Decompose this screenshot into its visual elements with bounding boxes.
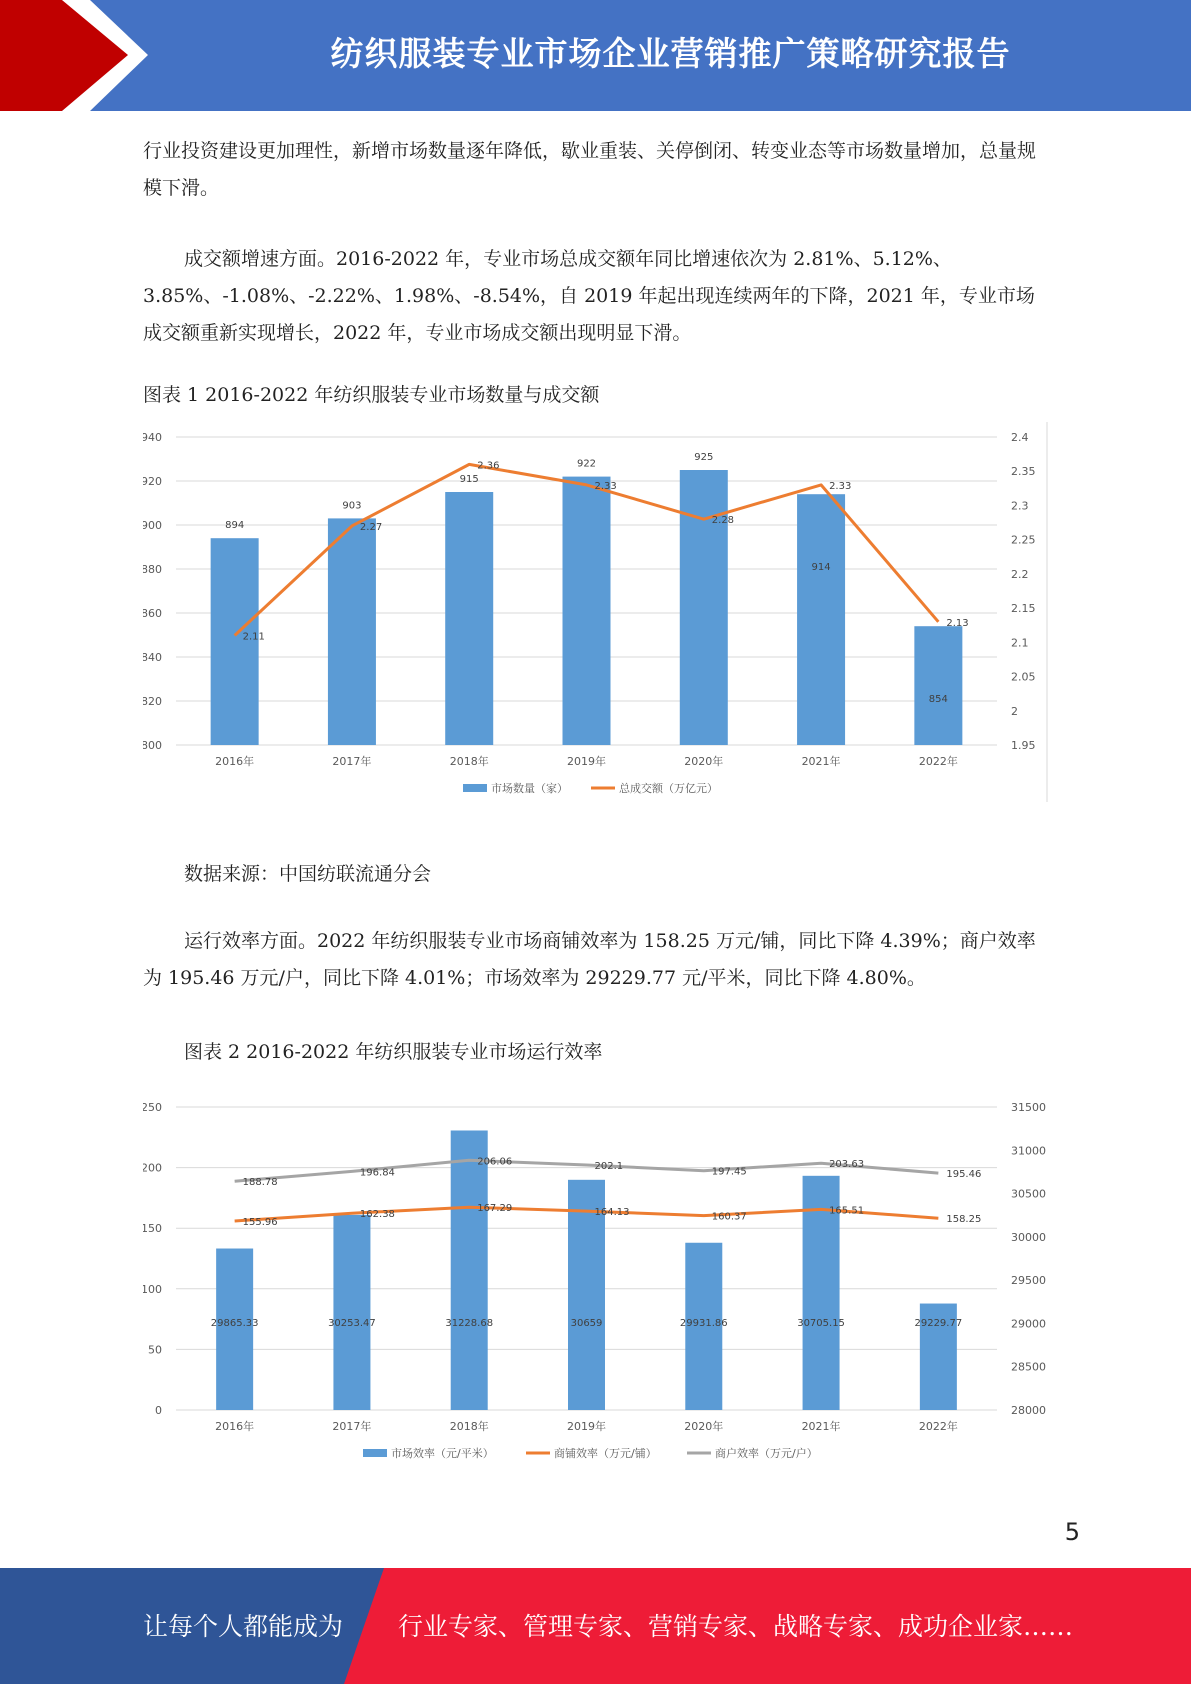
data-label: 30253.47 xyxy=(328,1318,376,1329)
y-left-tick-label: 200 xyxy=(143,1161,162,1175)
legend-label: 市场效率（元/平米） xyxy=(391,1447,494,1460)
x-tick-label: 2022年 xyxy=(918,1420,958,1433)
data-label: 30659 xyxy=(570,1318,603,1329)
data-label: 196.84 xyxy=(359,1167,395,1179)
data-label: 2.13 xyxy=(946,617,969,629)
page-footer xyxy=(0,1568,1191,1684)
y-left-tick-label: 50 xyxy=(148,1343,162,1357)
paragraph-2: 成交额增速方面。2016-2022 年，专业市场总成交额年同比增速依次为 2.81%、5.12%、3.85%、-1.08%、-2.22%、1.98%、-8.54%，自 2019 年起出现连续两年的下降，2021 年，专业市场成交额重新实现增长，2022 年，专业市场成交额出现明显下滑。 xyxy=(143,248,1035,344)
y-right-tick-label: 2.35 xyxy=(1011,465,1036,479)
y-left-tick-label: 840 xyxy=(143,651,162,664)
chart-bar xyxy=(451,1130,488,1410)
data-label: 167.29 xyxy=(477,1203,513,1215)
legend-label: 市场数量（家） xyxy=(491,782,568,795)
x-tick-label: 2021年 xyxy=(801,1420,841,1433)
data-label: 922 xyxy=(576,458,597,470)
data-label: 2.28 xyxy=(711,515,735,527)
x-tick-label: 2019年 xyxy=(567,755,606,768)
x-tick-label: 2018年 xyxy=(449,755,489,768)
y-left-tick-label: 900 xyxy=(143,519,162,532)
data-label: 197.45 xyxy=(711,1166,747,1178)
x-tick-label: 2022年 xyxy=(918,755,958,768)
chart1-svg xyxy=(143,422,1048,804)
y-right-tick-label: 2.1 xyxy=(1011,636,1029,650)
data-label: 2.36 xyxy=(477,460,500,472)
y-right-tick-label: 29000 xyxy=(1011,1317,1046,1331)
data-label: 2.33 xyxy=(594,480,617,492)
y-right-tick-label: 29500 xyxy=(1011,1274,1046,1288)
data-label: 203.63 xyxy=(829,1159,865,1171)
data-label: 31228.68 xyxy=(445,1318,494,1329)
y-right-tick-label: 28000 xyxy=(1011,1404,1046,1417)
chart2-svg xyxy=(143,1090,1048,1470)
x-tick-label: 2021年 xyxy=(801,755,841,768)
y-left-tick-label: 820 xyxy=(143,695,162,708)
data-label: 29865.33 xyxy=(210,1318,259,1329)
y-right-tick-label: 1.95 xyxy=(1011,739,1036,752)
data-label: 165.51 xyxy=(829,1205,865,1217)
chart1-caption: 图表 1 2016-2022 年纺织服装专业市场数量与成交额 xyxy=(143,384,600,406)
y-right-tick-label: 2.15 xyxy=(1011,602,1036,616)
data-label: 925 xyxy=(694,452,714,463)
page-number: 5 xyxy=(1064,1518,1080,1546)
data-label: 164.13 xyxy=(594,1207,630,1219)
y-right-tick-label: 2.3 xyxy=(1011,499,1029,513)
data-label: 915 xyxy=(459,474,479,485)
data-label: 29229.77 xyxy=(914,1318,963,1329)
data-label: 2.33 xyxy=(829,480,852,492)
legend-label: 商户效率（万元/户） xyxy=(715,1447,818,1460)
chart-bar xyxy=(563,477,611,745)
data-label: 894 xyxy=(225,520,245,532)
chart-bar xyxy=(914,626,962,745)
chart2-caption: 图表 2 2016-2022 年纺织服装专业市场运行效率 xyxy=(184,1041,603,1063)
chart-bar xyxy=(445,492,493,745)
page-header xyxy=(0,0,1191,111)
y-left-tick-label: 100 xyxy=(143,1282,162,1296)
data-label: 854 xyxy=(928,694,948,706)
y-right-tick-label: 2.25 xyxy=(1011,533,1036,547)
x-tick-label: 2016年 xyxy=(215,755,255,768)
chart1 xyxy=(143,422,1048,808)
chart2 xyxy=(143,1090,1048,1474)
y-left-tick-label: 250 xyxy=(143,1101,162,1114)
y-right-tick-label: 2.05 xyxy=(1011,670,1036,684)
chart-bar xyxy=(797,494,845,745)
data-label: 914 xyxy=(811,562,831,574)
y-left-tick-label: 940 xyxy=(143,431,162,444)
y-left-tick-label: 0 xyxy=(155,1404,162,1417)
data-label: 29931.86 xyxy=(679,1318,728,1329)
footer-slogan-right: 行业专家、管理专家、营销专家、战略专家、成功企业家…… xyxy=(398,1612,1074,1641)
x-tick-label: 2017年 xyxy=(332,755,372,768)
legend-swatch xyxy=(363,1449,387,1457)
chart-bar xyxy=(328,518,376,745)
data-label: 195.46 xyxy=(946,1169,982,1181)
y-left-tick-label: 920 xyxy=(143,475,162,488)
y-right-tick-label: 2 xyxy=(1011,704,1018,718)
y-left-tick-label: 860 xyxy=(143,607,162,620)
data-label: 202.1 xyxy=(594,1161,624,1173)
data-label: 903 xyxy=(342,500,362,512)
report-title: 纺织服装专业市场企业营销推广策略研究报告 xyxy=(330,34,1011,73)
paragraph-3: 运行效率方面。2022 年纺织服装专业市场商铺效率为 158.25 万元/铺，同比下降 4.39%；商户效率为 195.46 万元/户，同比下降 4.01%；市场效率为 29229.77 元/平米，同比下降 4.80%。 xyxy=(143,930,1036,989)
y-right-tick-label: 30000 xyxy=(1011,1230,1046,1244)
data-label: 2.27 xyxy=(359,521,383,533)
footer-slogan-left: 让每个人都能成为 xyxy=(143,1612,344,1641)
y-right-tick-label: 30500 xyxy=(1011,1187,1046,1201)
y-left-tick-label: 880 xyxy=(143,563,162,576)
y-left-tick-label: 800 xyxy=(143,739,162,752)
y-right-tick-label: 31000 xyxy=(1011,1144,1046,1158)
legend-swatch xyxy=(463,784,487,792)
data-label: 155.96 xyxy=(242,1216,278,1228)
x-tick-label: 2017年 xyxy=(332,1420,372,1433)
data-label: 2.11 xyxy=(242,631,265,643)
x-tick-label: 2016年 xyxy=(215,1420,255,1433)
paragraph-1: 行业投资建设更加理性，新增市场数量逐年降低，歇业重装、关停倒闭、转变业态等市场数量增加，总量规模下滑。 xyxy=(143,140,1037,199)
chart-bar xyxy=(333,1215,370,1410)
data-label: 158.25 xyxy=(946,1214,982,1226)
legend-label: 总成交额（万亿元） xyxy=(619,782,718,795)
y-right-tick-label: 2.4 xyxy=(1011,431,1029,444)
data-label: 160.37 xyxy=(711,1211,747,1223)
x-tick-label: 2020年 xyxy=(684,1420,724,1433)
chart-bar xyxy=(216,1249,253,1410)
data-source-note: 数据来源：中国纺联流通分会 xyxy=(184,863,432,885)
data-label: 30705.15 xyxy=(797,1318,845,1329)
data-label: 188.78 xyxy=(242,1177,278,1189)
legend-label: 商铺效率（万元/铺） xyxy=(554,1447,657,1460)
chart-bar xyxy=(680,470,728,745)
data-label: 162.38 xyxy=(359,1209,395,1221)
x-tick-label: 2019年 xyxy=(567,1420,606,1433)
x-tick-label: 2018年 xyxy=(449,1420,489,1433)
data-label: 206.06 xyxy=(477,1156,513,1168)
y-right-tick-label: 2.2 xyxy=(1011,567,1029,581)
x-tick-label: 2020年 xyxy=(684,755,724,768)
y-left-tick-label: 150 xyxy=(143,1222,162,1236)
y-right-tick-label: 31500 xyxy=(1011,1101,1046,1114)
y-right-tick-label: 28500 xyxy=(1011,1360,1046,1374)
